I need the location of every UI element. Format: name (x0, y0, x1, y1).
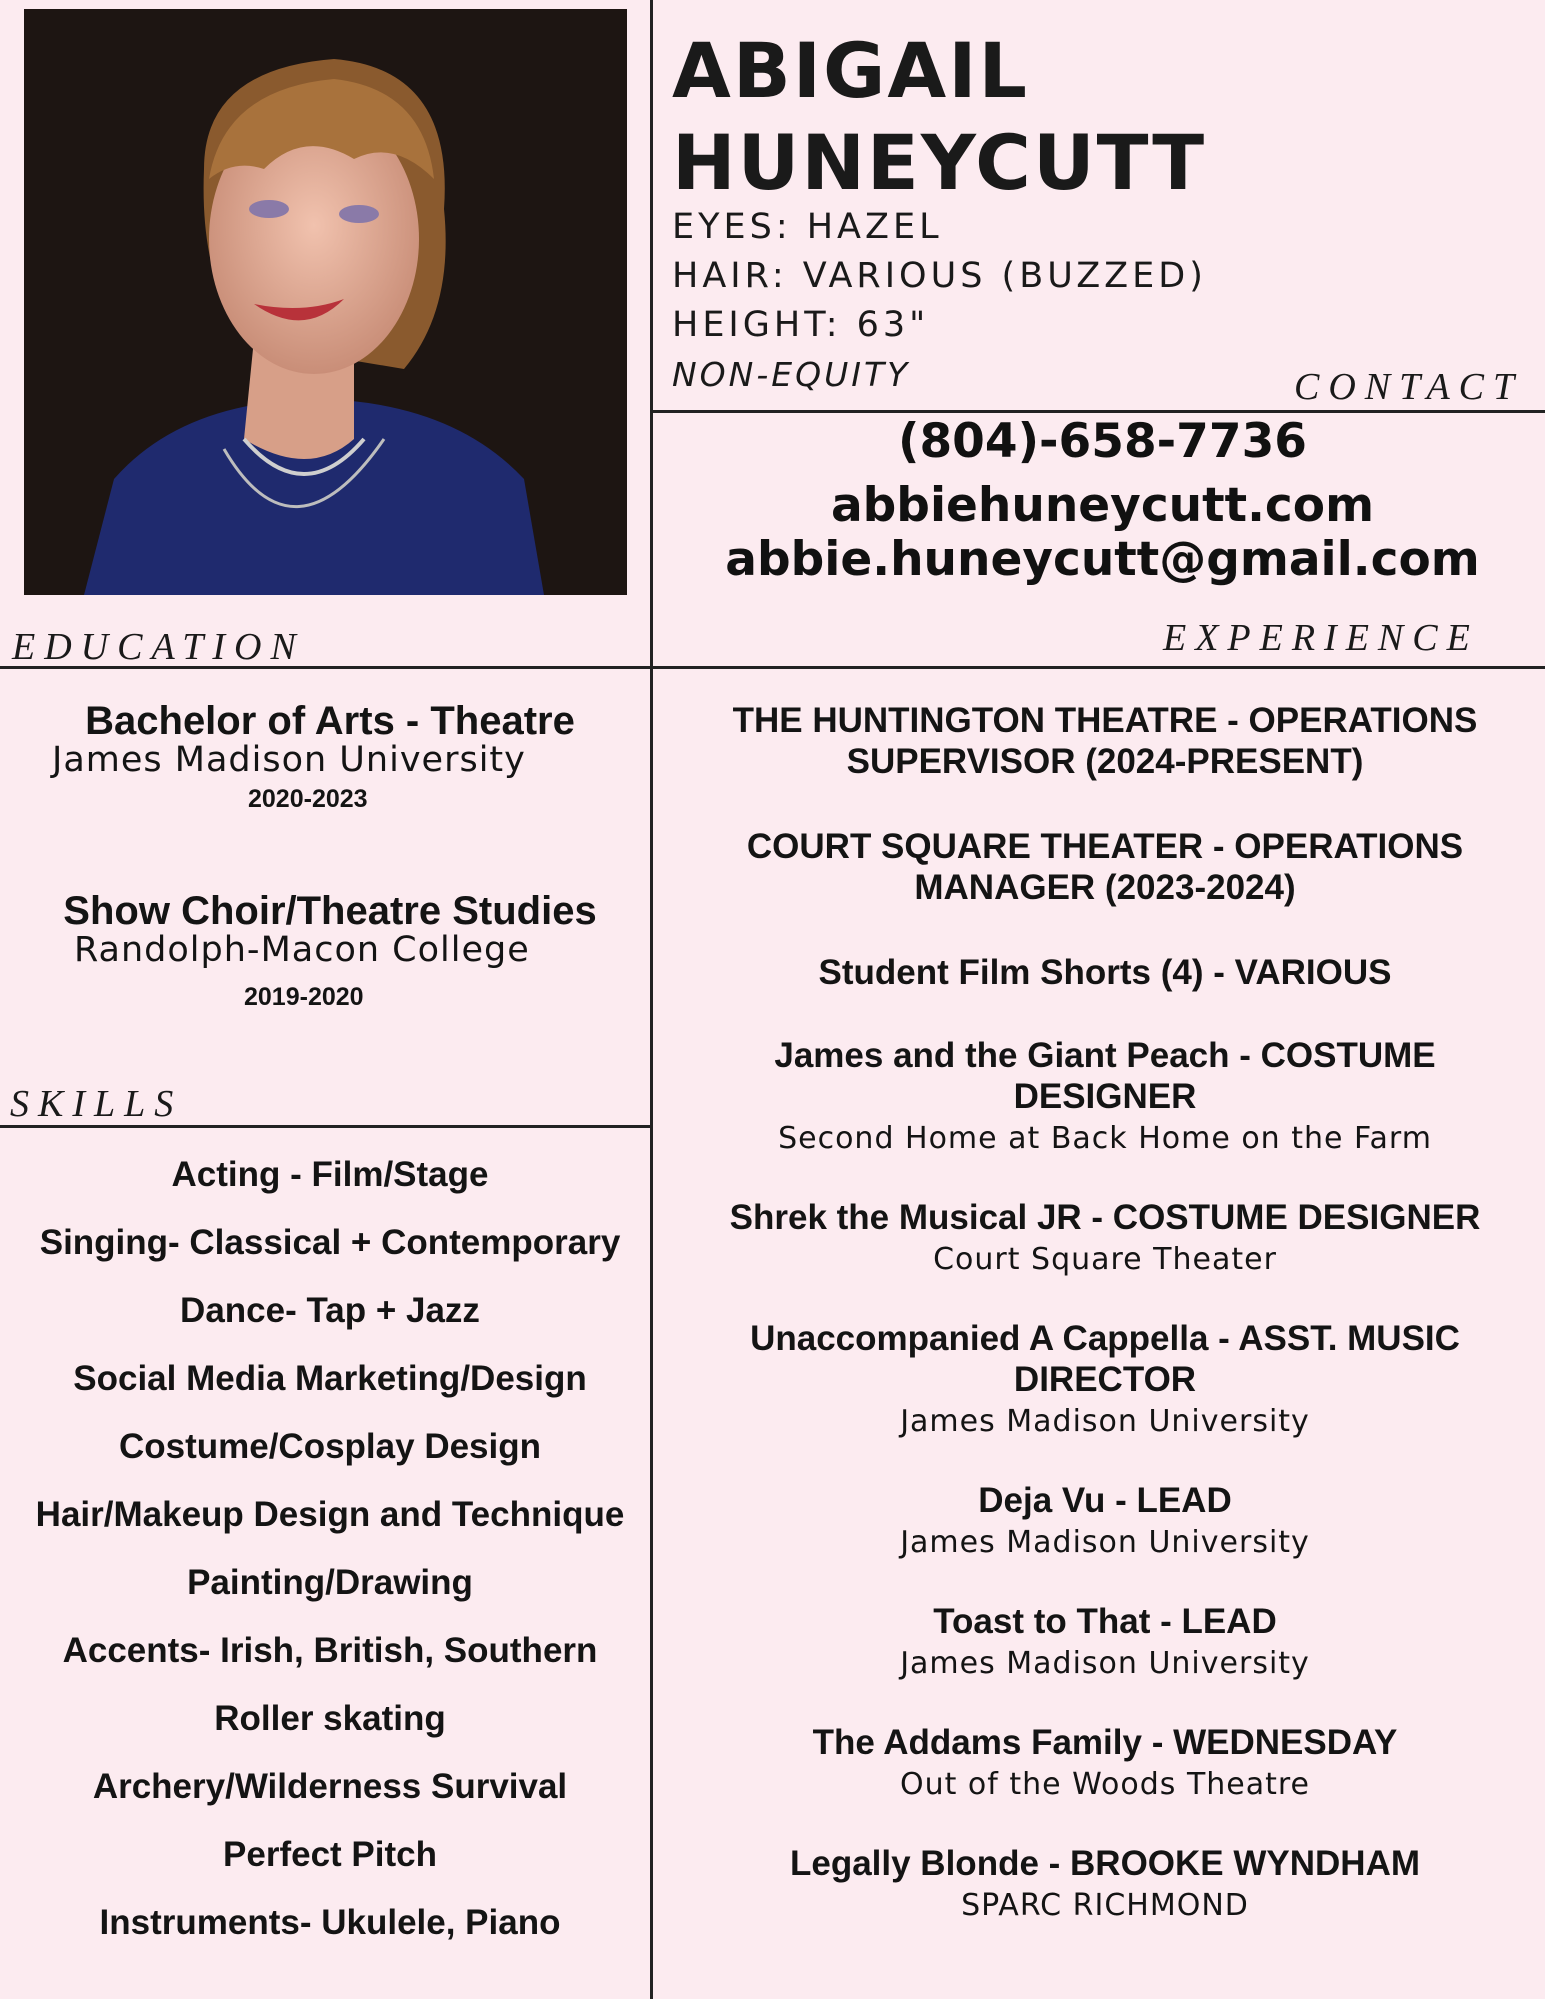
experience-item (700, 1601, 1510, 1686)
education-years: 2019-2020 (244, 982, 364, 1011)
email-link[interactable]: abbie.huneycutt@gmail.com (725, 532, 1480, 588)
experience-venue: James Madison University (900, 1404, 1310, 1439)
experience-title: Student Film Shorts (4) - VARIOUS (818, 953, 1392, 992)
contact-divider (652, 410, 1545, 413)
education-years: 2020-2023 (248, 784, 368, 813)
skill-item: Singing- Classical + Contemporary (39, 1223, 621, 1262)
experience-item (700, 952, 1510, 993)
experience-item (700, 1722, 1510, 1807)
experience-title: COURT SQUARE THEATER - OPERATIONS MANAGER (2023-2024) (746, 827, 1464, 907)
skills-list (0, 1150, 660, 1966)
headshot-photo (24, 9, 627, 595)
website-link[interactable]: abbiehuneycutt.com (830, 478, 1375, 534)
experience-venue: Second Home at Back Home on the Farm (778, 1121, 1432, 1156)
skill-item: Perfect Pitch (223, 1835, 437, 1874)
experience-venue: James Madison University (900, 1646, 1310, 1681)
experience-title: THE HUNTINGTON THEATRE - OPERATIONS SUPERVISOR (2024-PRESENT) (732, 701, 1478, 781)
experience-item (700, 1197, 1510, 1282)
phone-number[interactable]: (804)-658-7736 (897, 414, 1307, 469)
experience-label: EXPERIENCE (1163, 617, 1479, 659)
experience-list (700, 700, 1510, 1964)
degree-title: Bachelor of Arts - Theatre (85, 699, 575, 743)
experience-item (700, 1035, 1510, 1161)
first-name: ABIGAIL (672, 26, 1029, 115)
experience-venue: Out of the Woods Theatre (899, 1767, 1311, 1802)
experience-title: Shrek the Musical JR - COSTUME DESIGNER (729, 1198, 1481, 1237)
experience-title: The Addams Family - WEDNESDAY (812, 1723, 1398, 1762)
stat-hair: HAIR: VARIOUS (BUZZED) (672, 256, 1207, 296)
school-name: James Madison University (52, 740, 526, 780)
experience-title: Legally Blonde - BROOKE WYNDHAM (789, 1844, 1421, 1883)
experience-item (700, 1318, 1510, 1444)
school-name: Randolph-Macon College (74, 930, 530, 970)
experience-title: James and the Giant Peach - COSTUME DESIGNER (774, 1036, 1436, 1116)
skill-item: Instruments- Ukulele, Piano (99, 1903, 561, 1942)
experience-item (700, 826, 1510, 908)
contact-label: CONTACT (1294, 366, 1524, 408)
skill-item: Hair/Makeup Design and Technique (35, 1495, 625, 1534)
skill-item: Archery/Wilderness Survival (92, 1767, 568, 1806)
experience-item (700, 1843, 1510, 1928)
skill-item: Painting/Drawing (187, 1563, 473, 1602)
stat-height: HEIGHT: 63" (672, 305, 930, 345)
experience-item (700, 1480, 1510, 1565)
education-item (0, 700, 660, 819)
experience-title: Deja Vu - LEAD (978, 1481, 1232, 1520)
education-label: EDUCATION (12, 626, 305, 668)
skill-item: Accents- Irish, British, Southern (62, 1631, 598, 1670)
skill-item: Social Media Marketing/Design (73, 1359, 587, 1398)
skill-item: Dance- Tap + Jazz (180, 1291, 480, 1330)
skills-label: SKILLS (10, 1083, 183, 1125)
experience-title: Unaccompanied A Cappella - ASST. MUSIC DIRECTOR (750, 1319, 1460, 1399)
experience-venue: James Madison University (900, 1525, 1310, 1560)
experience-venue: SPARC RICHMOND (961, 1888, 1249, 1923)
experience-item (700, 700, 1510, 782)
experience-title: Toast to That - LEAD (933, 1602, 1277, 1641)
skill-item: Costume/Cosplay Design (118, 1427, 542, 1466)
union-status: NON-EQUITY (672, 355, 911, 394)
education-item (0, 890, 660, 1017)
skill-item: Roller skating (214, 1699, 446, 1738)
stat-eyes: EYES: HAZEL (672, 207, 943, 247)
degree-title: Show Choir/Theatre Studies (63, 889, 597, 933)
last-name: HUNEYCUTT (672, 118, 1207, 207)
experience-venue: Court Square Theater (933, 1242, 1277, 1277)
contact-block (660, 415, 1545, 587)
skill-item: Acting - Film/Stage (171, 1155, 489, 1194)
